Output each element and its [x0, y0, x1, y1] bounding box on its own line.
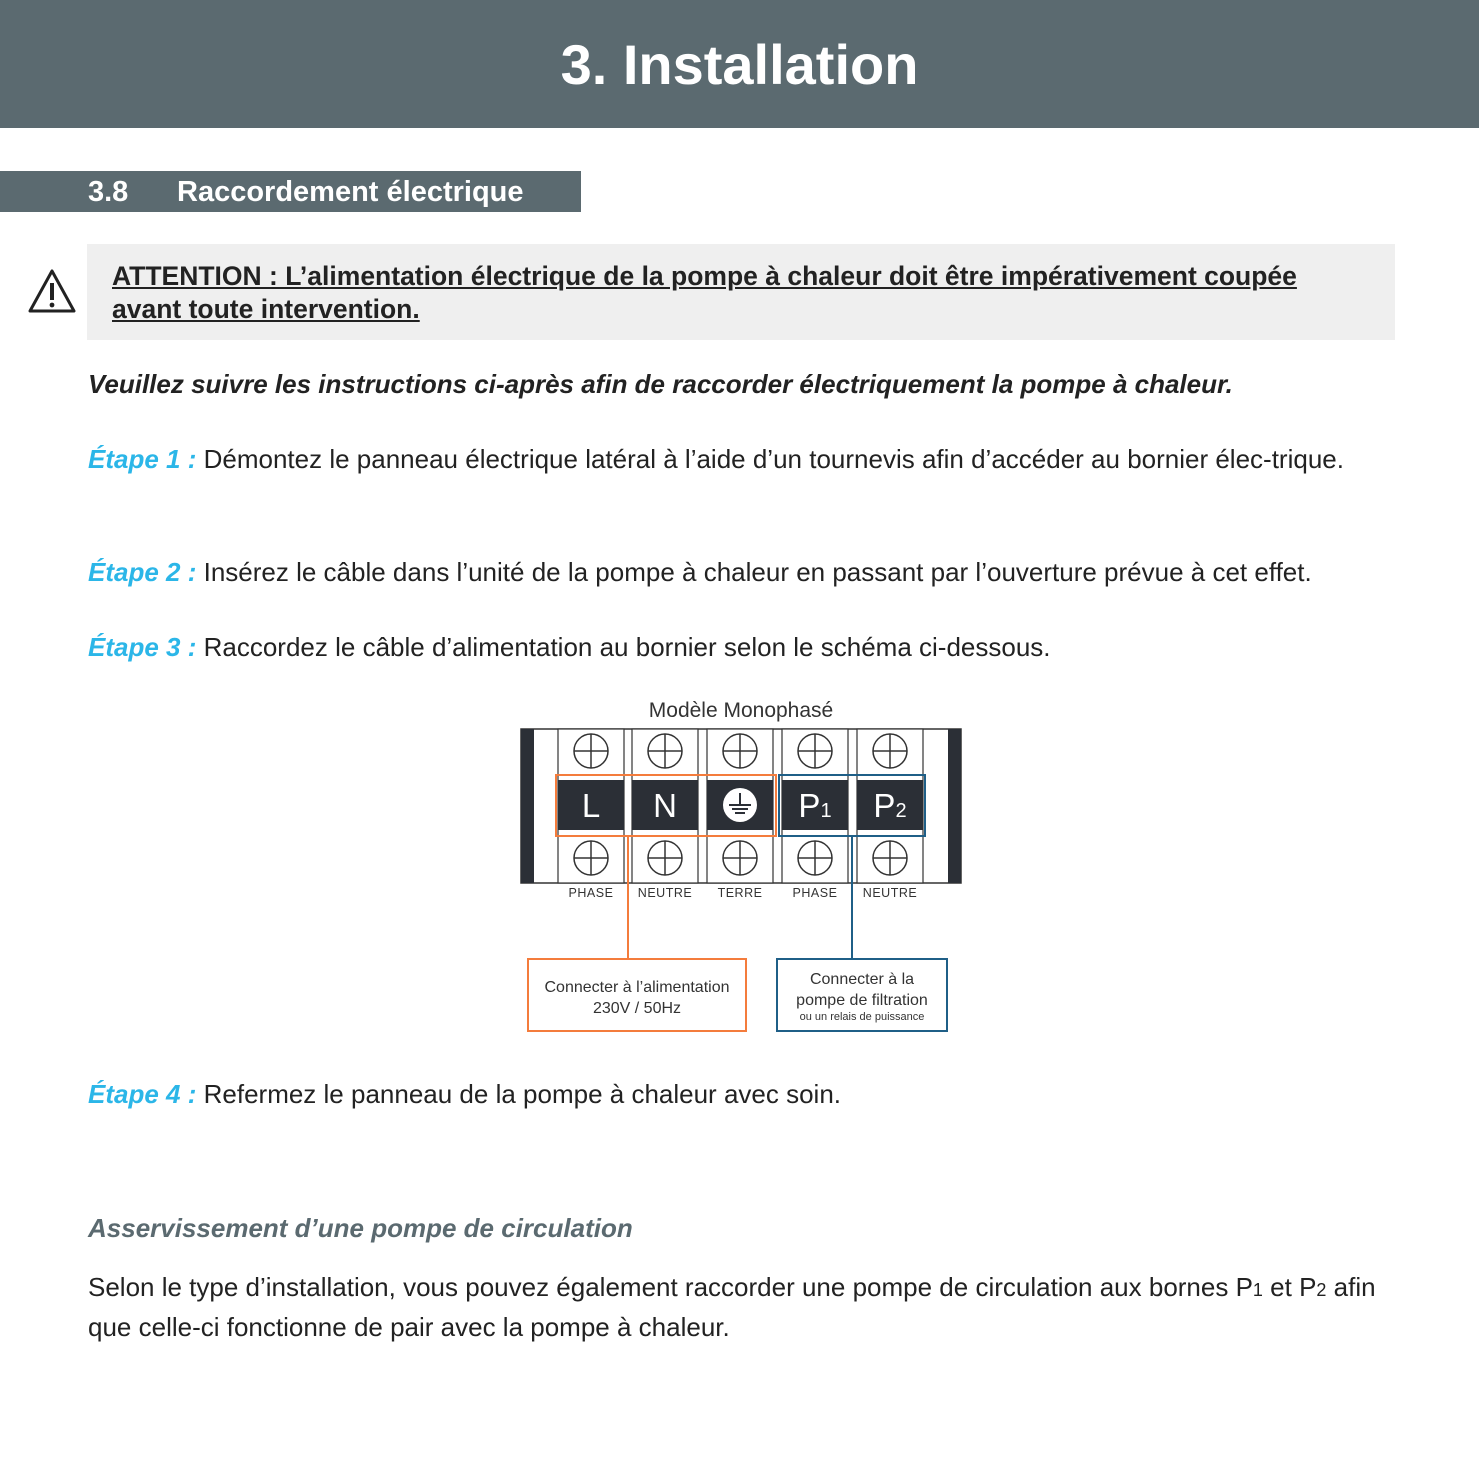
- screw-icon: [723, 841, 757, 875]
- power-callout-line1: Connecter à l’alimentation: [544, 979, 730, 996]
- terminal-2: [707, 729, 773, 900]
- earth-icon: [723, 788, 757, 822]
- screw-icon: [873, 734, 907, 768]
- terminal-symbol: L: [581, 787, 601, 824]
- terminal-caption: NEUTRE: [637, 886, 693, 900]
- step-text: Raccordez le câble d’alimentation au bornier selon le schéma ci-dessous.: [203, 632, 1051, 662]
- chapter-header: 3. Installation: [0, 0, 1479, 128]
- intro-text: Veuillez suivre les instructions ci-après afin de raccorder électriquement la pompe à chaleur.: [88, 369, 1233, 399]
- terminal-4: [857, 729, 923, 900]
- screw-icon: [798, 734, 832, 768]
- step-text: Insérez le câble dans l’unité de la pompe à chaleur en passant par l’ouverture prévue à cet effet.: [203, 557, 1312, 587]
- terminal-3: [782, 729, 848, 900]
- screw-icon: [574, 734, 608, 768]
- terminal-symbol: P1: [798, 787, 832, 824]
- terminal-caption: PHASE: [792, 886, 838, 900]
- step-text: Refermez le panneau de la pompe à chaleur avec soin.: [203, 1079, 842, 1109]
- diagram-title: Modèle Monophasé: [648, 699, 834, 722]
- screw-icon: [723, 734, 757, 768]
- terminal-1: [632, 729, 698, 900]
- circulation-text: [88, 1269, 1378, 1346]
- text-part: Selon le type d’installation, vous pouvez également raccorder une pompe de circulation aux bornes P: [88, 1272, 1253, 1302]
- pump-callout-line3: ou un relais de puissance: [799, 1011, 925, 1023]
- terminal-caption: PHASE: [568, 886, 614, 900]
- text-part: afin que celle-ci fonctionne de pair avec la pompe à chaleur.: [88, 1272, 1376, 1342]
- step-label: Étape 4 :: [88, 1079, 197, 1109]
- terminal-symbol: N: [653, 787, 677, 824]
- terminal-caption: NEUTRE: [862, 886, 918, 900]
- subscript: 2: [1316, 1280, 1327, 1300]
- terminal-caption: TERRE: [717, 886, 763, 900]
- section-title: Raccordement électrique: [177, 176, 524, 208]
- step-label: Étape 2 :: [88, 557, 197, 587]
- step-label: Étape 1 :: [88, 444, 197, 474]
- screw-icon: [648, 841, 682, 875]
- step-text: Démontez le panneau électrique latéral à l’aide d’un tournevis afin d’accéder au bornier élec-trique.: [203, 444, 1344, 474]
- pump-callout-line1: Connecter à la: [809, 971, 915, 988]
- screw-icon: [574, 841, 608, 875]
- screw-icon: [798, 841, 832, 875]
- subsection-title: Asservissement d’une pompe de circulation: [88, 1213, 633, 1243]
- step-4: [88, 1076, 1388, 1113]
- block-right-end: [948, 729, 961, 883]
- subscript: 1: [1252, 1280, 1263, 1300]
- step-label: Étape 3 :: [88, 632, 197, 662]
- section-number: 3.8: [88, 176, 129, 208]
- terminal-0: [558, 729, 624, 900]
- power-callout-line2: 230V / 50Hz: [592, 1000, 682, 1017]
- text-part: et P: [1262, 1272, 1317, 1302]
- screw-icon: [873, 841, 907, 875]
- warning-text: ATTENTION : L’alimentation électrique de la pompe à chaleur doit être impérativement coupée avant toute intervention.: [112, 261, 1297, 324]
- screw-icon: [648, 734, 682, 768]
- block-left-end: [521, 729, 534, 883]
- terminal-symbol: P2: [873, 787, 907, 824]
- pump-callout-line2: pompe de filtration: [796, 992, 928, 1009]
